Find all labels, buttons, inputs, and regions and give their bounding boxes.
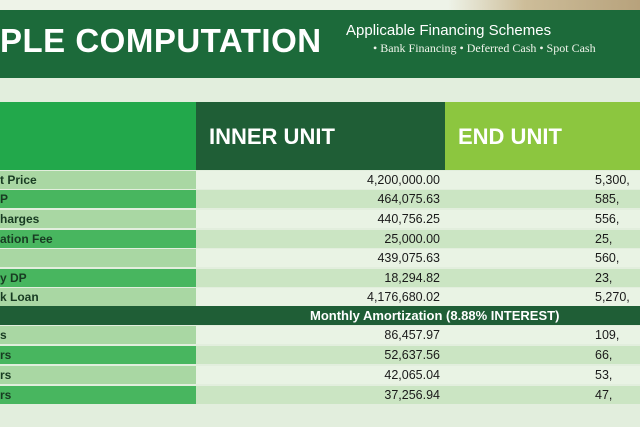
table-row	[0, 230, 640, 248]
divider	[0, 78, 640, 100]
end-value-cell	[445, 249, 640, 267]
inner-value: 37,256.94	[196, 386, 445, 404]
inner-value: 86,457.97	[196, 326, 445, 344]
inner-value: 4,200,000.00	[196, 171, 445, 189]
end-value-cell	[445, 190, 640, 208]
end-value: 556,	[595, 212, 620, 226]
end-value: 25,	[595, 232, 613, 246]
table-row	[0, 288, 640, 306]
table-row	[0, 249, 640, 267]
amortization-row	[0, 326, 640, 344]
table-row	[0, 190, 640, 208]
end-value: 5,270,	[595, 290, 630, 304]
row-label: t Price	[0, 171, 196, 189]
inner-value: 18,294.82	[196, 269, 445, 287]
end-value-cell	[445, 346, 640, 364]
table-row	[0, 269, 640, 287]
end-value: 53,	[595, 368, 613, 382]
row-label: y DP	[0, 269, 196, 287]
end-value-cell	[445, 288, 640, 306]
amortization-label: Monthly Amortization (8.88% INTEREST)	[310, 308, 560, 323]
end-value-cell	[445, 210, 640, 228]
inner-value: 464,075.63	[196, 190, 445, 208]
top-photo-strip	[0, 0, 640, 10]
inner-value: 440,756.25	[196, 210, 445, 228]
end-value-cell	[445, 366, 640, 384]
row-label	[0, 249, 196, 267]
inner-value: 25,000.00	[196, 230, 445, 248]
row-label: s	[0, 326, 196, 344]
end-value-cell	[445, 386, 640, 404]
end-value: 560,	[595, 251, 620, 265]
inner-value: 439,075.63	[196, 249, 445, 267]
amortization-row	[0, 386, 640, 404]
end-value-cell	[445, 326, 640, 344]
row-label: harges	[0, 210, 196, 228]
amortization-row	[0, 346, 640, 364]
bottom-strip	[0, 404, 640, 427]
amortization-heading	[0, 306, 640, 325]
row-label: P	[0, 190, 196, 208]
end-value: 66,	[595, 348, 613, 362]
inner-value: 52,637.56	[196, 346, 445, 364]
inner-unit-label: INNER UNIT	[209, 124, 335, 149]
end-unit-label: END UNIT	[458, 124, 562, 149]
row-label: rs	[0, 346, 196, 364]
end-unit-header	[445, 102, 640, 170]
financing-schemes-list: • Bank Financing • Deferred Cash • Spot Cash	[373, 41, 596, 55]
row-label: rs	[0, 386, 196, 404]
end-value: 47,	[595, 388, 613, 402]
financing-schemes-title: Applicable Financing Schemes	[346, 22, 552, 39]
end-value: 5,300,	[595, 173, 630, 187]
end-value-cell	[445, 269, 640, 287]
row-label: ation Fee	[0, 230, 196, 248]
amortization-row	[0, 366, 640, 384]
row-label: rs	[0, 366, 196, 384]
end-value: 585,	[595, 192, 620, 206]
end-value-cell	[445, 230, 640, 248]
table-row	[0, 171, 640, 189]
inner-value: 42,065.04	[196, 366, 445, 384]
row-label: k Loan	[0, 288, 196, 306]
inner-value: 4,176,680.02	[196, 288, 445, 306]
label-column-header	[0, 102, 196, 170]
inner-unit-header	[196, 102, 445, 170]
table-row	[0, 210, 640, 228]
end-value: 109,	[595, 328, 620, 342]
end-value-cell	[445, 171, 640, 189]
end-value: 23,	[595, 271, 613, 285]
page-title: PLE COMPUTATION	[0, 22, 322, 59]
